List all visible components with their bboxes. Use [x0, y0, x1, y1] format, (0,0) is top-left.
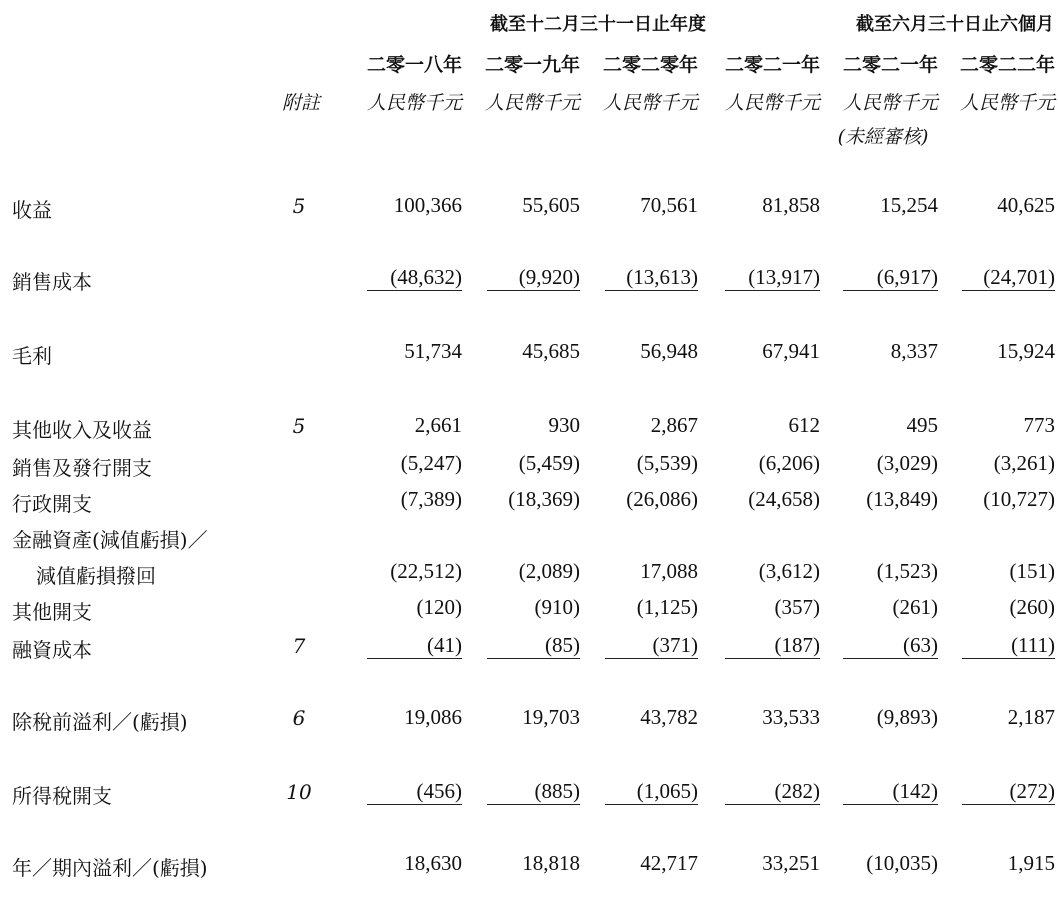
row-value-cell: (24,658) [748, 487, 820, 511]
row-value-cell: (26,086) [626, 487, 698, 511]
column-period: 二零一八年 [366, 54, 462, 76]
row-value-cell: (5,539) [636, 451, 698, 475]
subtotal-underline [725, 290, 820, 291]
row-note-ref: 5 [292, 414, 306, 438]
row-value-cell: (63) [903, 633, 938, 657]
column-unit: 人民幣千元 [366, 92, 462, 114]
row-value-cell: (910) [534, 595, 580, 619]
row-value-cell: 930 [548, 413, 580, 437]
row-value-cell: (357) [774, 595, 820, 619]
row-label: 除稅前溢利／(虧損) [12, 710, 188, 734]
row-value-cell: (456) [416, 779, 462, 803]
column-period: 二零二一年 [842, 54, 938, 76]
row-value-cell: (1,065) [636, 779, 698, 803]
row-value-cell: (13,849) [866, 487, 938, 511]
row-value-cell: 40,625 [997, 193, 1055, 217]
row-value-cell: (13,613) [626, 265, 698, 289]
row-value-cell: (3,029) [876, 451, 938, 475]
column-period: 二零一九年 [484, 54, 580, 76]
row-value-cell: 2,187 [1007, 705, 1055, 729]
row-value-cell: 18,818 [522, 851, 580, 875]
row-value-cell: (1,523) [876, 559, 938, 583]
row-value-cell: 2,867 [650, 413, 698, 437]
row-label: 收益 [12, 198, 52, 222]
column-unit: 人民幣千元 [724, 92, 820, 114]
row-value-cell: (2,089) [518, 559, 580, 583]
column-unit: 人民幣千元 [602, 92, 698, 114]
row-value-cell: 67,941 [762, 339, 820, 363]
row-value-cell: (24,701) [983, 265, 1055, 289]
header-group-year: 截至十二月三十一日止年度 [490, 14, 706, 35]
row-value-cell: (371) [652, 633, 698, 657]
row-note-ref: 5 [292, 194, 306, 218]
row-value-cell: (3,261) [993, 451, 1055, 475]
row-note-ref: 7 [292, 634, 306, 658]
row-value-cell: (9,920) [518, 265, 580, 289]
row-label: 毛利 [12, 344, 52, 368]
subtotal-underline [367, 658, 462, 659]
row-value-cell: 42,717 [640, 851, 698, 875]
row-value-cell: (9,893) [876, 705, 938, 729]
row-value-cell: 33,251 [762, 851, 820, 875]
row-value-cell: (142) [892, 779, 938, 803]
row-value-cell: (85) [545, 633, 580, 657]
row-value-cell: 55,605 [522, 193, 580, 217]
row-value-cell: 17,088 [640, 559, 698, 583]
subtotal-underline [843, 804, 938, 805]
row-value-cell: (5,247) [400, 451, 462, 475]
row-label: 其他開支 [12, 600, 92, 624]
row-value-cell: (260) [1009, 595, 1055, 619]
row-value-cell: 70,561 [640, 193, 698, 217]
note-column-header: 附註 [282, 92, 321, 114]
row-value-cell: (13,917) [748, 265, 820, 289]
row-value-cell: (7,389) [400, 487, 462, 511]
row-value-cell: (111) [1011, 633, 1055, 657]
row-value-cell: (22,512) [390, 559, 462, 583]
subtotal-underline [605, 290, 698, 291]
row-value-cell: (10,727) [983, 487, 1055, 511]
subtotal-underline [843, 290, 938, 291]
column-unit: 人民幣千元 [484, 92, 580, 114]
row-note-ref: 6 [292, 706, 306, 730]
row-value-cell: 8,337 [890, 339, 938, 363]
row-value-cell: 19,086 [404, 705, 462, 729]
row-label: 其他收入及收益 [12, 418, 152, 442]
row-value-cell: (120) [416, 595, 462, 619]
subtotal-underline [487, 658, 580, 659]
column-period: 二零二二年 [959, 54, 1055, 76]
row-value-cell: 773 [1023, 413, 1055, 437]
subtotal-underline [605, 804, 698, 805]
row-value-cell: 2,661 [414, 413, 462, 437]
row-label-continuation: 減值虧損撥回 [36, 564, 156, 588]
row-value-cell: (5,459) [518, 451, 580, 475]
row-label: 融資成本 [12, 638, 92, 662]
column-unaudited-note: (未經審核) [837, 126, 929, 148]
row-value-cell: 18,630 [404, 851, 462, 875]
column-unit: 人民幣千元 [959, 92, 1055, 114]
header-group-six-month: 截至六月三十日止六個月 [856, 14, 1054, 35]
subtotal-underline [962, 290, 1055, 291]
subtotal-underline [725, 658, 820, 659]
row-value-cell: (10,035) [866, 851, 938, 875]
row-value-cell: 19,703 [522, 705, 580, 729]
row-value-cell: 612 [788, 413, 820, 437]
row-value-cell: 15,254 [880, 193, 938, 217]
row-label: 年／期內溢利／(虧損) [12, 856, 208, 880]
row-label: 行政開支 [12, 492, 92, 516]
row-value-cell: (282) [774, 779, 820, 803]
column-period: 二零二一年 [724, 54, 820, 76]
row-value-cell: (1,125) [636, 595, 698, 619]
row-label: 銷售成本 [12, 270, 92, 294]
row-value-cell: 33,533 [762, 705, 820, 729]
row-value-cell: (18,369) [508, 487, 580, 511]
row-label: 金融資產(減值虧損)／ [12, 528, 208, 552]
subtotal-underline [367, 804, 462, 805]
row-note-ref: 10 [286, 780, 312, 804]
row-value-cell: (3,612) [758, 559, 820, 583]
row-value-cell: (41) [427, 633, 462, 657]
row-value-cell: 100,366 [393, 193, 462, 217]
subtotal-underline [843, 658, 938, 659]
row-value-cell: (187) [774, 633, 820, 657]
subtotal-underline [605, 658, 698, 659]
row-value-cell: 51,734 [404, 339, 462, 363]
row-value-cell: 495 [906, 413, 938, 437]
column-period: 二零二零年 [602, 54, 698, 76]
row-value-cell: 56,948 [640, 339, 698, 363]
row-value-cell: (151) [1009, 559, 1055, 583]
row-value-cell: 43,782 [640, 705, 698, 729]
column-unit: 人民幣千元 [842, 92, 938, 114]
row-value-cell: 81,858 [762, 193, 820, 217]
row-value-cell: (272) [1009, 779, 1055, 803]
subtotal-underline [962, 658, 1055, 659]
row-label: 所得稅開支 [12, 784, 112, 808]
subtotal-underline [367, 290, 462, 291]
row-value-cell: (6,917) [876, 265, 938, 289]
row-value-cell: 15,924 [997, 339, 1055, 363]
row-value-cell: (261) [892, 595, 938, 619]
row-value-cell: 45,685 [522, 339, 580, 363]
row-value-cell: (6,206) [758, 451, 820, 475]
subtotal-underline [487, 290, 580, 291]
row-label: 銷售及發行開支 [12, 456, 152, 480]
subtotal-underline [962, 804, 1055, 805]
row-value-cell: (885) [534, 779, 580, 803]
subtotal-underline [487, 804, 580, 805]
row-value-cell: (48,632) [390, 265, 462, 289]
subtotal-underline [725, 804, 820, 805]
row-value-cell: 1,915 [1007, 851, 1055, 875]
